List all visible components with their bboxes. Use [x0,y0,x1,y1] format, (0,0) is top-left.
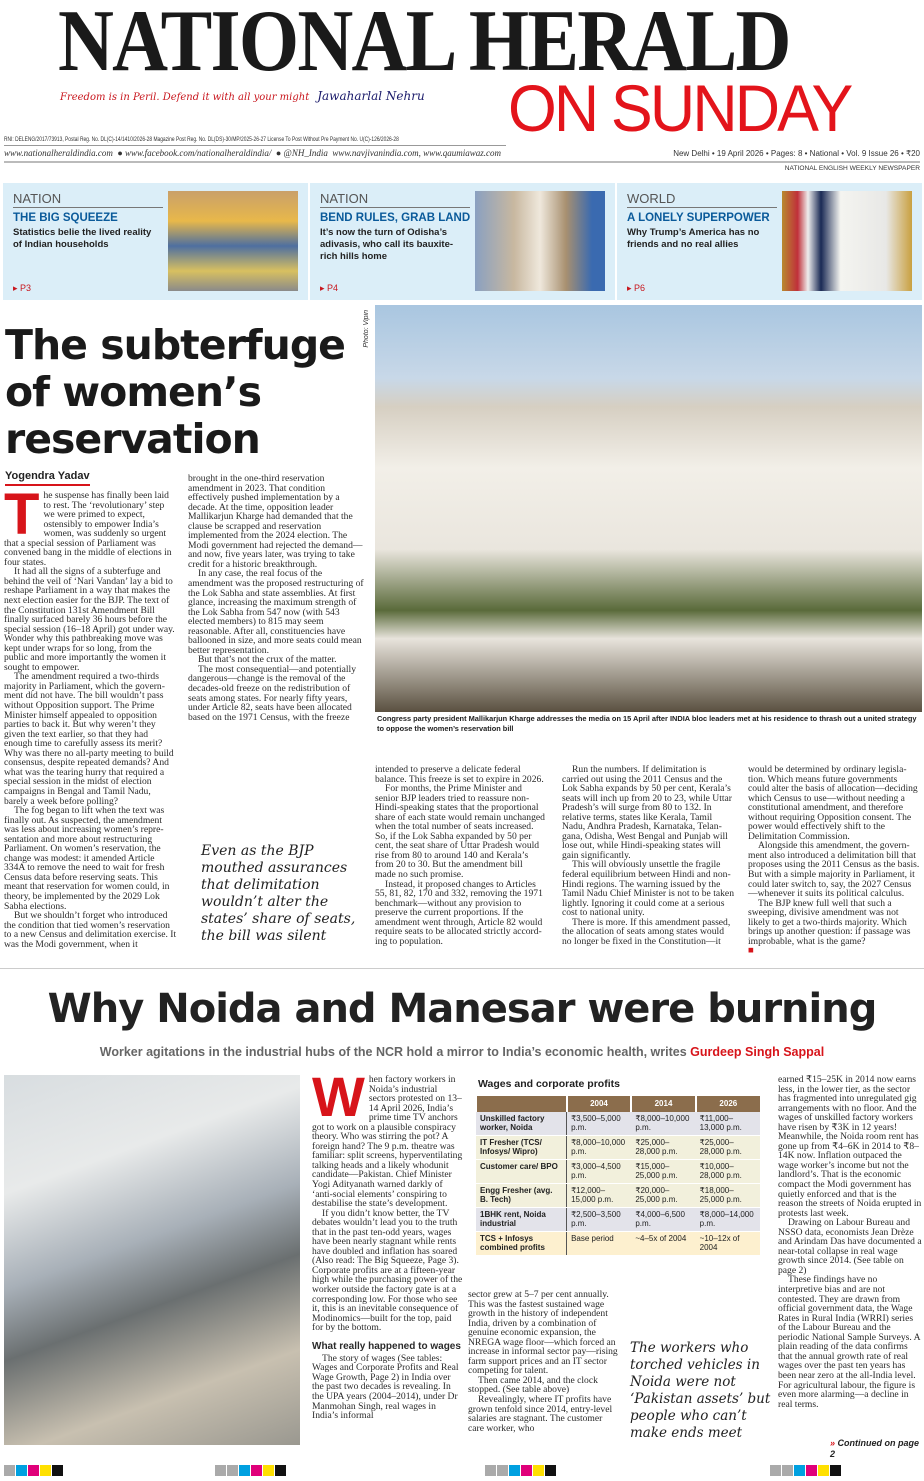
table-cell: ₹3,000–4,500 p.m. [567,1159,632,1183]
teaser-section: NATION [320,191,470,208]
row-label: TCS + Infosys combined profits [476,1231,567,1255]
byline: Yogendra Yadav [5,470,90,486]
table-cell: ₹15,000–25,000 p.m. [631,1159,695,1183]
lead-column-3: intended to preserve a delicate federal balance. This freeze is set to expire in 2026. For months, the Prime Minister and senior BJP leaders tried to reassure non-Hindi-speaking states that the proportional share of each state would remain unchanged when the total number of seats increased. So, if the Lok Sabha expanded by 50 per cent, the seat share of Uttar Pradesh would rise from 80 to around 140 and Kerala’s from 20 to 30. But the amendment bill made no such promise. Instead, it proposed changes to Articles 55, 81, 82, 170 and 332, removing the 1971 benchmark—without any provision to preserve the current proportions. If the amendment went through, Article 82 would require seats to be allocated strictly accord-ing to population. [375,764,545,947]
facebook-icon: ● [117,148,123,158]
table-cell: ₹25,000–28,000 p.m. [631,1135,695,1159]
row-label: Engg Fresher (avg. B. Tech) [476,1183,567,1207]
table-cell: ₹11,000–13,000 p.m. [696,1112,760,1136]
photo-caption: Congress party president Mallikarjun Kharge addresses the media on 15 April after INDIA bloc leaders met at his residence to thrash out a united strategy to oppose the women’s reservation bill [377,714,917,733]
flag-window-photo [782,191,912,291]
color-bar [485,1463,557,1481]
second-subhead: Worker agitations in the industrial hubs of the NCR hold a mirror to India’s economic health, writes Gurdeep Singh Sappal [99,1045,825,1059]
masthead-subtitle: ON SUNDAY [508,71,851,145]
row-label: Unskilled factory worker, Noida [476,1112,567,1136]
teaser-page[interactable]: ▸ P4 [320,283,339,293]
color-bar [4,1463,64,1481]
signature: Jawaharlal Nehru [317,89,425,103]
teaser-page[interactable]: ▸ P6 [627,283,646,293]
masthead-tagline [60,90,425,104]
row-label: IT Fresher (TCS/ Infosys/ Wipro) [476,1135,567,1159]
end-mark: ■ [748,945,754,957]
teaser-title[interactable]: A LONELY SUPERPOWER [627,212,770,224]
author: Gurdeep Singh Sappal [690,1045,825,1059]
second-pullquote: The workers who torched vehicles in Noida were not ‘Pakistan assets’ but people who can’t make ends meet [630,1340,771,1441]
lead-headline: The subterfuge of women’s reservation [5,321,345,463]
other-sites[interactable]: www.navjivanindia.com, www.qaumiawaz.com [332,148,501,158]
web-links [4,148,501,159]
second-column-2: sector grew at 5–7 per cent annually. This was the fastest sustained wage growth in the history of independent India, driven by a combination of genuine economic expansion, the NREGA wage floor—which forced an increase in informal sector pay—rising farm support prices and an IT sector competing for talent. Then came 2014, and the clock stopped. (See table above) Revealingly, where IT profits have grown tenfold since 2014, entry-level salaries are stagnant. The customer care worker, who [468,1289,618,1434]
color-bar [215,1463,287,1481]
photo-credit: Photo: Vipin [363,310,370,348]
table-row [476,1231,760,1255]
lead-column-5: would be determined by ordinary legisla-tion. Which means future governments could alter the basis of allocation—deciding which Census to use—without needing a constitutional amendment, and therefore without requiring Opposition consent. The power would effectively shift to the Delimitation Commission. Alongside this amendment, the govern-ment also introduced a delimitation bill that proposes using the 2011 Census as the basis. But with a simple majority in Parliament, it could later switch to, say, the 2027 Census—whenever it suits its political calculus. The BJP knew full well that such a sweeping, divisive amendment was not likely to get a two-thirds majority. Which brings up another question: if passage was improbable, what is the game? ■ [748,764,920,957]
table-cell: ₹8,000–10,000 p.m. [567,1135,632,1159]
teaser-section: WORLD [627,191,777,208]
teaser-page[interactable]: ▸ P3 [13,283,32,293]
lead-column-4: Run the numbers. If delimitation is carried out using the 2011 Census and the Lok Sabha expands by 50 per cent, Kerala’s seats will inch up from 20 to 23, while Uttar Pradesh’s will surge from 80 to 132. In relative terms, states like Kerala, Tamil Nadu, Andhra Pradesh, Karnataka, Telan-gana, Odisha, West Bengal and Punjab will lose out, while Hindi-speaking states will gain significantly. This will obviously unsettle the fragile federal equilibrium between Hindi and non-Hindi regions. The warning issued by the Tamil Nadu Chief Minister is not to be taken lightly. Ignoring it could come at a serious cost to national unity. There is more. If this amendment passed, the allocation of seats among states would no longer be fixed in the Constitution—it [562,764,734,947]
table-cell: ₹12,000–15,000 p.m. [567,1183,632,1207]
teaser-summary: Why Trump’s America has no friends and no real allies [627,227,760,250]
teaser-section: NATION [13,191,163,208]
table-cell: ₹20,000–25,000 p.m. [631,1183,695,1207]
teaser-title[interactable]: THE BIG SQUEEZE [13,212,118,224]
website-link[interactable]: www.nationalheraldindia.com [4,148,113,158]
lead-column-2: brought in the one-third reservation amendment in 2023. That condition effectively pushed implementation by a decade. At the time, opposition leader Mallikarjun Kharge had demanded that the clause be scrapped and reservation implemented from the 2024 election. The Modi government had rejected the demand—and now, five years later, was trying to take credit for a historic breakthrough. In any case, the real focus of the amendment was the proposed restructuring of the Lok Sabha and state assemblies. At first glance, increasing the maximum strength of the Lok Sabha from 547 now (with 543 elected members) to 815 may seem reasonable. After all, constituencies have ballooned in size, and more seats could mean better representation. But that’s not the crux of the matter. The most consequential—and potentially dangerous—change is the removal of the decades-old freeze on the redistribution of seats among states. For nearly fifty years, under Article 82, seats have been allocated based on the 1971 Census, with the freeze [188,473,364,723]
twitter-link[interactable]: @NH_India [283,148,328,158]
edition-info: New Delhi • 19 April 2026 • Pages: 8 • National • Vol. 9 Issue 26 • ₹20 [673,149,920,158]
table-cell: ₹25,000–28,000 p.m. [696,1135,760,1159]
table-cell: ~10–12x of 2004 [696,1231,760,1255]
second-headline: Why Noida and Manesar were burning [47,986,877,1032]
teaser-card[interactable] [310,183,615,300]
drop-cap: W [312,1065,365,1128]
table-row [476,1183,760,1207]
table-cell: ₹8,000–10,000 p.m. [631,1112,695,1136]
leaders-walking-photo [475,191,605,291]
wages-table: 2004 2014 2026 Unskilled factory worker, Noida ₹3,500–5,000 p.m. ₹8,000–10,000 p.m. ₹11,000–13,000 p.m. IT Fresher (TCS/ Infosys/ Wipro) ₹8,000–10,000 p.m. ₹25,000–28,000 p.m. ₹25,000–28,000 p.m. Customer care/ BPO ₹3,000–4,500 p.m. ₹15,000–25,000 p.m. ₹10,000–28,000 p.m. Engg Fresher (avg. B. Tech) ₹12,000–15,000 p.m. ₹20,000–25,000 p.m. ₹18,000–25,000 p.m. 1BHK rent, Noida industrial ₹2,500–3,500 p.m. ₹4,000–6,500 p.m. ₹8,000–14,000 p.m. TCS + Infosys combined profits Base period ~4–5x of 2004 ~10–12x of 2004 [475,1096,760,1256]
table-cell: ~4–5x of 2004 [631,1231,695,1255]
tagline-text: Freedom is in Peril. Defend it with all your might [60,92,310,103]
press-conference-photo [375,305,922,712]
table-cell: ₹2,500–3,500 p.m. [567,1207,632,1231]
continued-link[interactable]: » Continued on page 2 [830,1438,920,1459]
table-cell: Base period [567,1231,632,1255]
table-cell: ₹8,000–14,000 p.m. [696,1207,760,1231]
teaser-card[interactable] [3,183,308,300]
table-cell: ₹4,000–6,500 p.m. [631,1207,695,1231]
table-cell: ₹18,000–25,000 p.m. [696,1183,760,1207]
second-column-3: earned ₹15–25K in 2014 now earns less, in the lower tier, as the sector has fragmented into unregulated gig arrangements with no floor. And the wages of unskilled factory workers have risen by ₹3K in 12 years! Meanwhile, the Noida room rent has gone up from ₹4–6K in 2014 to ₹8–14K now. Inflation outpaced the wage worker’s income but not the landlord’s. That is the economic compact the Modi government has quietly enforced and that is the reason the streets of Noida erupted in protests last week. Drawing on Labour Bureau and NSSO data, economists Jean Drèze and Arindam Das have documented a near-total collapse in real wage growth since 2014. (See table on page 2) These findings have no interpretive bias and are not contested. They are drawn from official government data, the Wage Rates in Rural India (WRRI) series of the Labour Bureau and the periodic National Sample Surveys. A plain reading of the data confirms that the annual growth rate of real wages over the past ten years has been near zero at the all-India level. For agricultural labour, the figure is even more alarming—a decline in real terms. [778,1074,922,1410]
teaser-card[interactable] [617,183,922,300]
row-label: Customer care/ BPO [476,1159,567,1183]
lead-pullquote: Even as the BJP mouthed assurances that delimitation wouldn’t alter the states’ share of seats, the bill was silent [201,843,356,944]
masthead-title: NATIONAL HERALD [58,0,790,90]
registration-line: RNI: DELENG/2017/73913, Postal Reg. No. DL(C)-14/1410/2026-28 Magazine Post Reg. No. DL(DS)-30/MP/2025-26-27 License To Post Without Pre Payment No. U(C)-126/2026-28 [4,136,399,143]
table-row [476,1159,760,1183]
teaser-summary: Statistics belie the lived reality of Indian households [13,227,152,250]
color-bar [770,1463,842,1481]
table-title: Wages and corporate profits [478,1078,620,1090]
table-row [476,1135,760,1159]
section-subhead: What really happened to wages [312,1340,461,1352]
table-row [476,1207,760,1231]
lead-column-1: T he suspense has finally been laid to rest. The ‘revolutionary’ step we were primed to expect, ostensibly to empower India’s women, was suddenly so urgent that a special session of Parliament was convened bang in the middle of elections in four states. It had all the signs of a subterfuge and behind the veil of ‘Nari Vandan’ lay a bid to reshape Parliament in a way that makes the next election easier for the BJP. The text of the Constitution 131st Amendment Bill finally surfaced barely 36 hours before the special session (16–18 April) got under way. Wonder why this pathbreaking move was kept under wraps for so long, from the public and more importantly the women it sought to empower. The amendment required a two-thirds majority in Parliament, which the govern-ment did not have. The bill wouldn’t pass without Opposition support. The Prime Minister himself appealed to opposition parties to back it. But why weren’t they given the text earlier, so that they had enough time to carefully assess its merit? Why was there no all-party meeting to build consensus, despite repeated demands? And what was the tearing hurry that required a special session in the midst of election campaigns in Bengal and Tamil Nadu, barely a week before polling? The fog began to lift when the text was finally out. As suspected, the amendment was less about increasing women’s repre-sentation and more about restructuring Parliament. On women’s reservation, the change was modest: it amended Article 334A to remove the need to wait for fresh Census data before reserving seats. This meant that reservation for women could, in theory, be implemented by the 2029 Lok Sabha elections. But we shouldn’t forget who introduced the condition that tied women’s reservation to a new Census and delimitation exercise. It was the Modi government, when it [4,482,177,950]
drop-cap: T [4,482,40,547]
row-label: 1BHK rent, Noida industrial [476,1207,567,1231]
table-cell: ₹3,500–5,000 p.m. [567,1112,632,1136]
table-cell: ₹10,000–28,000 p.m. [696,1159,760,1183]
protest-photo [4,1075,300,1445]
descriptor: NATIONAL ENGLISH WEEKLY NEWSPAPER [784,165,920,172]
supermarket-photo [168,191,298,291]
teaser-title[interactable]: BEND RULES, GRAB LAND [320,212,471,224]
facebook-link[interactable]: www.facebook.com/nationalheraldindia/ [125,148,272,158]
twitter-icon: ● [275,148,282,158]
second-column-1: W hen factory workers in Noida’s industrial sectors protested on 13–14 April 2026, India’s prime time TV anchors got to work on a plausible conspiracy theory. Who was stirring the pot? A foreign hand? The 9 p.m. theatre was familiar: split screens, hyperventilating talking heads and a likely whodunit candidate—Pakistan. Chief Minister Yogi Adityanath warned darkly of ‘anti-social elements’ conspiring to destabilise the state’s development. If you didn’t know better, the TV debates wouldn’t lead you to the truth that in the past ten-odd years, wages have been nearly stagnant while rents have doubled and inflation has soared (Also read: The Big Squeeze, Page 3). Corporate profits are at a fifteen-year high while the purchasing power of the worker outside the factory gate is at a corresponding low. For those who see it, this is an inevitable consequence of Modinomics—built for the top, paid for by the bottom. What really happened to wages The story of wages (See tables: Wages and Corporate Profits and Real Wage Growth, Page 2) in India over the past two decades is revealing. In the UPA years (2004–2014), under Dr Manmohan Singh, real wages in India’s informal [312,1065,463,1422]
teaser-summary: It’s now the turn of Odisha’s adivasis, who call its bauxite-rich hills home [320,227,454,262]
table-row [476,1112,760,1136]
